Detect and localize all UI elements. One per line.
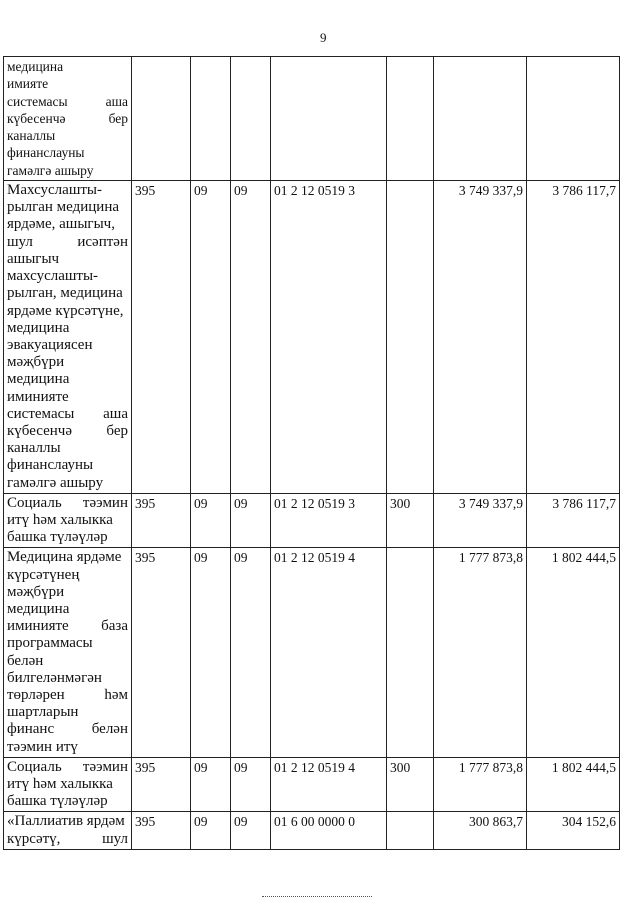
table-row	[4, 181, 620, 494]
subsection-code-cell: 09	[231, 812, 271, 849]
item-name-line: ярдәме, ашыгыч,	[7, 216, 115, 233]
expense-type-cell: 300	[387, 493, 434, 548]
item-name-cell	[4, 493, 132, 548]
table-row	[4, 757, 620, 812]
item-name-line: Социаль тәэмин	[7, 494, 128, 511]
item-name-line: рылган, медицина	[7, 285, 123, 302]
page-number: 9	[320, 30, 327, 45]
target-article-cell	[271, 57, 387, 181]
table-row	[4, 812, 620, 849]
section-code-cell: 09	[191, 812, 231, 849]
item-name-line: мәҗбүри	[7, 583, 65, 600]
item-name-line: каналлы	[7, 128, 56, 144]
item-name-cell	[4, 812, 132, 849]
item-name-line: имияте	[7, 76, 49, 92]
item-name-line: шул исәптән	[7, 233, 128, 250]
item-name-line: төрләрен һәм	[7, 686, 128, 703]
item-name-line: каналлы	[7, 440, 61, 457]
item-name-line: эвакуациясен	[7, 336, 93, 353]
target-article-cell: 01 2 12 0519 4	[271, 548, 387, 757]
amount-year2-cell: 3 786 117,7	[527, 493, 620, 548]
item-name-line: итү һәм халыкка	[7, 511, 113, 528]
amount-year1-cell: 1 777 873,8	[434, 548, 527, 757]
item-name-line: башка түләүләр	[7, 529, 108, 546]
subsection-code-cell	[231, 57, 271, 181]
item-name-line: финанслауны	[7, 457, 94, 474]
item-name-cell	[4, 181, 132, 494]
item-name-line: рылган медицина	[7, 199, 120, 216]
item-name-line: Махсуслашты-	[7, 182, 103, 199]
amount-year1-cell: 3 749 337,9	[434, 493, 527, 548]
item-name-line: тәэмин итү	[7, 738, 78, 755]
item-name-cell	[4, 57, 132, 181]
item-name-line: күрсәтүнең	[7, 566, 80, 583]
amount-year1-cell: 1 777 873,8	[434, 757, 527, 812]
expense-type-cell	[387, 548, 434, 757]
budget-table	[3, 56, 620, 850]
expense-type-cell: 300	[387, 757, 434, 812]
amount-year2-cell: 1 802 444,5	[527, 757, 620, 812]
item-name-line: иминияте	[7, 388, 69, 405]
subsection-code-cell: 09	[231, 493, 271, 548]
item-name-line: медицина	[7, 600, 70, 617]
admin-code-cell: 395	[132, 548, 191, 757]
item-name-line: медицина	[7, 319, 70, 336]
item-name-line: финанс белән	[7, 721, 128, 738]
subsection-code-cell: 09	[231, 181, 271, 494]
section-code-cell: 09	[191, 548, 231, 757]
section-code-cell	[191, 57, 231, 181]
item-name-line: махсуслашты-	[7, 268, 99, 285]
admin-code-cell: 395	[132, 757, 191, 812]
item-name-line: итү һәм халыкка	[7, 775, 113, 792]
expense-type-cell	[387, 181, 434, 494]
item-name-line: гамәлгә ашыру	[7, 162, 94, 178]
subsection-code-cell: 09	[231, 757, 271, 812]
amount-year1-cell: 300 863,7	[434, 812, 527, 849]
item-name-line: мәҗбүри	[7, 354, 65, 371]
item-name-line: күбесенчә бер	[7, 422, 128, 439]
scan-mark	[262, 896, 372, 900]
amount-year1-cell	[434, 57, 527, 181]
item-name-cell	[4, 548, 132, 757]
item-name-line: башка түләүләр	[7, 793, 108, 810]
target-article-cell: 01 2 12 0519 4	[271, 757, 387, 812]
amount-year2-cell: 3 786 117,7	[527, 181, 620, 494]
subsection-code-cell: 09	[231, 548, 271, 757]
table-row	[4, 57, 620, 181]
section-code-cell: 09	[191, 493, 231, 548]
item-name-line: гамәлгә ашыру	[7, 474, 104, 491]
item-name-line: күрсәтү, шул	[7, 830, 128, 847]
item-name-line: программасы	[7, 635, 93, 652]
item-name-line: медицина	[7, 59, 64, 74]
admin-code-cell: 395	[132, 812, 191, 849]
item-name-line: күбесенчә бер	[7, 110, 128, 126]
amount-year1-cell: 3 749 337,9	[434, 181, 527, 494]
amount-year2-cell: 304 152,6	[527, 812, 620, 849]
item-name-line: белән	[7, 652, 44, 669]
admin-code-cell	[132, 57, 191, 181]
item-name-line: Социаль тәэмин	[7, 758, 128, 775]
item-name-cell	[4, 757, 132, 812]
admin-code-cell: 395	[132, 493, 191, 548]
item-name-line: ашыгыч	[7, 250, 60, 267]
item-name-line: Медицина ярдәме	[7, 549, 122, 566]
section-code-cell: 09	[191, 181, 231, 494]
expense-type-cell	[387, 57, 434, 181]
item-name-line: иминияте база	[7, 618, 128, 635]
target-article-cell: 01 2 12 0519 3	[271, 493, 387, 548]
item-name-line: шартларын	[7, 704, 79, 721]
table-row	[4, 548, 620, 757]
item-name-line: системасы аша	[7, 405, 128, 422]
admin-code-cell: 395	[132, 181, 191, 494]
item-name-line: ярдәме күрсәтүне,	[7, 302, 124, 319]
item-name-line: медицина	[7, 371, 70, 388]
item-name-line: билгеләнмәгән	[7, 669, 102, 686]
section-code-cell: 09	[191, 757, 231, 812]
amount-year2-cell: 1 802 444,5	[527, 548, 620, 757]
target-article-cell: 01 6 00 0000 0	[271, 812, 387, 849]
item-name-line: финанслауны	[7, 145, 85, 161]
expense-type-cell	[387, 812, 434, 849]
item-name-line: «Паллиатив ярдәм	[7, 813, 125, 830]
amount-year2-cell	[527, 57, 620, 181]
item-name-line: системасы аша	[7, 93, 128, 109]
target-article-cell: 01 2 12 0519 3	[271, 181, 387, 494]
table-row	[4, 493, 620, 548]
